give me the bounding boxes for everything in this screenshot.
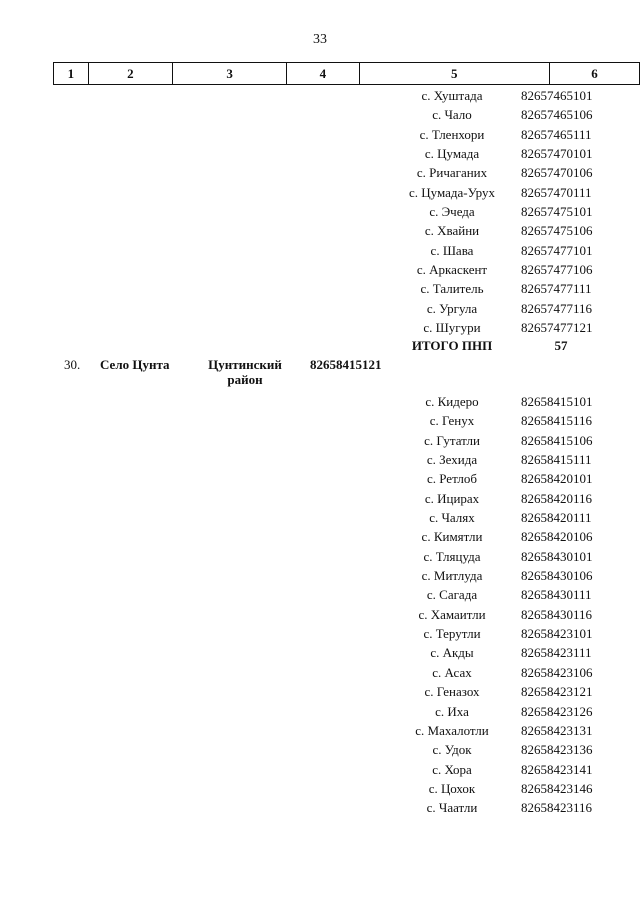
settlement-name: с. Акды <box>430 645 474 661</box>
total-value: 57 <box>554 338 568 353</box>
settlement-code: 82658423146 <box>521 780 593 796</box>
settlement-code: 82657477111 <box>521 281 592 297</box>
list-item <box>0 721 640 740</box>
list-item <box>0 702 640 721</box>
list-item <box>0 279 640 298</box>
settlement-name: с. Сагада <box>426 587 478 603</box>
settlement-name: с. Геназох <box>424 684 480 700</box>
list-item <box>0 86 640 105</box>
list-item <box>0 411 640 430</box>
settlement-code: 82657477101 <box>521 242 593 258</box>
settlement-name: с. Махалотли <box>415 722 489 738</box>
list-item <box>0 760 640 779</box>
settlement-name: с. Цохок <box>428 780 476 796</box>
settlement-code: 82657475106 <box>521 223 593 239</box>
header-row <box>54 63 640 85</box>
settlement-code: 82658423116 <box>521 800 593 816</box>
settlement-code: 82658415106 <box>521 432 593 448</box>
list-item <box>0 450 640 469</box>
settlement-code: 82658420116 <box>521 490 593 506</box>
settlement-name: с. Чалях <box>429 510 475 526</box>
list-item <box>0 682 640 701</box>
settlement-name: с. Кимятли <box>421 529 483 545</box>
settlement-code: 82658420111 <box>521 510 592 526</box>
list-item <box>0 547 640 566</box>
settlement-name: с. Тляцуда <box>423 548 481 564</box>
page-number: 33 <box>313 32 327 47</box>
list-item <box>0 125 640 144</box>
settlement-name: с. Тленхори <box>419 126 485 142</box>
list-item <box>0 508 640 527</box>
list-item <box>0 105 640 124</box>
record-settlement: Село Цунта <box>100 357 170 372</box>
settlement-list-b <box>0 392 640 818</box>
list-item <box>0 392 640 411</box>
settlement-code: 82658423121 <box>521 684 593 700</box>
list-item <box>0 202 640 221</box>
settlement-name: с. Эчеда <box>429 204 475 220</box>
settlement-code: 82658423106 <box>521 664 593 680</box>
settlement-name: с. Кидеро <box>425 394 479 409</box>
settlement-code: 82658420101 <box>521 471 593 487</box>
settlement-code: 82657465101 <box>521 88 593 103</box>
settlement-name: с. Цумада-Урух <box>409 184 495 200</box>
list-item <box>0 605 640 624</box>
settlement-name: с. Хвайни <box>424 223 480 239</box>
list-item <box>0 183 640 202</box>
settlement-name: с. Ретлоб <box>426 471 478 487</box>
settlement-code: 82657465106 <box>521 107 593 123</box>
settlement-code: 82657477121 <box>521 320 593 336</box>
header-col-5: 5 <box>359 63 549 85</box>
list-item <box>0 469 640 488</box>
list-item <box>0 566 640 585</box>
settlement-name: с. Шугури <box>423 320 481 336</box>
settlement-name: с. Ричаганих <box>416 165 488 181</box>
settlement-code: 82658415116 <box>521 413 593 429</box>
record-number: 30. <box>64 357 81 372</box>
list-item <box>0 318 640 337</box>
settlement-code: 82658430106 <box>521 568 593 584</box>
list-item <box>0 779 640 798</box>
settlement-code: 82657465111 <box>521 126 592 142</box>
settlement-code: 82658430116 <box>521 606 593 622</box>
settlement-list-a <box>0 86 640 337</box>
settlement-code: 82658423131 <box>521 722 593 738</box>
settlement-name: с. Зехида <box>426 452 478 468</box>
settlement-code: 82658430101 <box>521 548 593 564</box>
settlement-code: 82658420106 <box>521 529 593 545</box>
settlement-name: с. Гутатли <box>424 432 480 448</box>
list-item <box>0 241 640 260</box>
list-item <box>0 221 640 240</box>
settlement-name: с. Ургула <box>426 300 478 316</box>
settlement-code: 82657475101 <box>521 204 593 220</box>
list-item <box>0 489 640 508</box>
settlement-name: с. Талитель <box>420 281 484 297</box>
settlement-name: с. Терутли <box>423 626 481 642</box>
settlement-name: с. Удок <box>432 742 472 758</box>
settlement-name: с. Аркаскент <box>416 262 488 278</box>
list-item <box>0 585 640 604</box>
header-col-4: 4 <box>287 63 359 85</box>
list-item <box>0 431 640 450</box>
settlement-code: 82658415101 <box>521 394 593 409</box>
list-item <box>0 643 640 662</box>
settlement-name: с. Цумада <box>424 146 480 162</box>
settlement-code: 82657470106 <box>521 165 593 181</box>
settlement-name: с. Митлуда <box>421 568 483 584</box>
header-col-3: 3 <box>173 63 287 85</box>
settlement-code: 82658423101 <box>521 626 593 642</box>
settlement-code: 82658423136 <box>521 742 593 758</box>
settlement-name: с. Ицирах <box>424 490 480 506</box>
list-item <box>0 798 640 817</box>
settlement-code: 82658423126 <box>521 703 593 719</box>
list-item <box>0 163 640 182</box>
header-col-2: 2 <box>88 63 172 85</box>
settlement-name: с. Хуштада <box>421 88 483 103</box>
settlement-code: 82658423141 <box>521 761 593 777</box>
settlement-name: с. Хора <box>432 761 472 777</box>
list-item <box>0 260 640 279</box>
settlement-name: с. Генух <box>429 413 475 429</box>
column-header-table <box>53 62 640 85</box>
settlement-code: 82657470101 <box>521 146 593 162</box>
header-col-1: 1 <box>54 63 89 85</box>
record-district <box>200 357 290 387</box>
settlement-name: с. Чало <box>432 107 472 123</box>
record-district-line1: Цунтинский <box>208 357 282 372</box>
settlement-code: 82657470111 <box>521 184 592 200</box>
total-label: ИТОГО ПНП <box>411 338 493 353</box>
settlement-name: с. Иха <box>435 703 469 719</box>
settlement-name: с. Асах <box>432 664 472 680</box>
record-district-line2: район <box>227 372 263 387</box>
list-item <box>0 624 640 643</box>
list-item <box>0 740 640 759</box>
list-item <box>0 663 640 682</box>
settlement-code: 82658423111 <box>521 645 592 661</box>
settlement-code: 82657477116 <box>521 300 593 316</box>
settlement-code: 82658415111 <box>521 452 592 468</box>
settlement-code: 82657477106 <box>521 262 593 278</box>
list-item <box>0 299 640 318</box>
list-item <box>0 144 640 163</box>
header-col-6: 6 <box>549 63 639 85</box>
settlement-name: с. Шава <box>430 242 474 258</box>
record-octmo: 82658415121 <box>310 357 382 372</box>
settlement-code: 82658430111 <box>521 587 592 603</box>
settlement-name: с. Чаатли <box>426 800 478 816</box>
list-item <box>0 527 640 546</box>
settlement-name: с. Хамаитли <box>418 606 486 622</box>
